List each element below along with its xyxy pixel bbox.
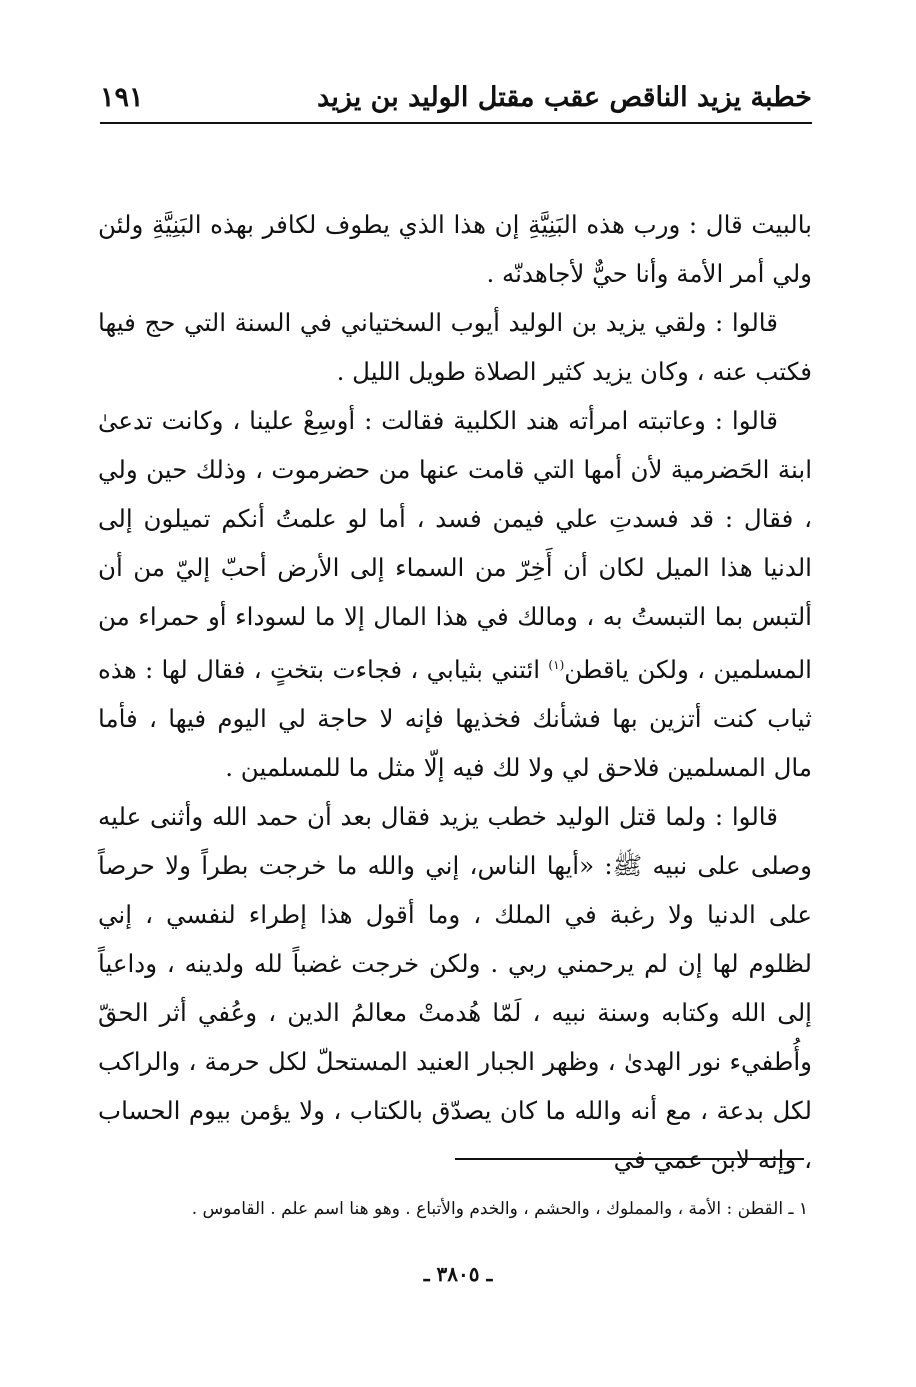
page-folio: ـ ٣٨٠٥ ـ: [423, 1262, 493, 1286]
page-number-top: ١٩١: [100, 82, 144, 113]
footnote-divider: [455, 1158, 804, 1160]
chapter-title: خطبة يزيد الناقص عقب مقتل الوليد بن يزيد: [317, 82, 812, 113]
paragraph-2: قالوا : ولقي يزيد بن الوليد أيوب السختياني في السنة التي حج فيها فكتب عنه ، وكان يزيد كثير الصلاة طويل الليل .: [98, 308, 812, 386]
paragraph-4: قالوا : ولما قتل الوليد خطب يزيد فقال بعد أن حمد الله وأثنى عليه وصلى على نبيه ﷺ: «أيها الناس، إني والله ما خرجت بطراً ولا حرصاً على الدنيا ولا رغبة في الملك ، وما أقول هذا إطراء لنفسي ، إني لظلوم لها إن لم يرحمني ربي . ولكن خرجت غضباً لله ولدينه ، وداعياً إلى الله وكتابه وسنة نبيه ، لَمّا هُدمتْ معالمُ الدين ، وعُفي أثر الحقّ وأُطفيء نور الهدىٰ ، وظهر الجبار العنيد المستحلّ لكل حرمة ، والراكب لكل بدعة ، مع أنه والله ما كان يصدّق بالكتاب ، ولا يؤمن بيوم الحساب ، وإنه لابن عمي في: [98, 802, 812, 1175]
running-header: [100, 78, 812, 122]
main-text: [98, 200, 812, 1184]
header-divider: [100, 122, 812, 124]
paragraph-3-start: قالوا : وعاتبته امرأته هند الكلبية فقالت : أوسِعْ علينا ، وكانت تدعىٰ ابنة الحَضرمية لأن أمها التي قامت عنها من حضرموت ، وذلك حين ولي ، فقال : قد فسدتِ علي فيمن فسد ، أما لو علمتُ أنكم تميلون إلى الدنيا هذا الميل لكان أن أَخِرّ من السماء إلى الأرض أحبّ إليّ من أن ألتبس بما التبستُ به ، ومالك في هذا المال إلا ما لسوداء أو حمراء من المسلمين ، ولكن ياقطن: [98, 406, 812, 685]
paragraph-3-rest: ائتني بثيابي ، فجاءت بتختٍ ، فقال لها : هذه ثياب كنت أتزين بها فشأنك فخذيها فإنه لا حاجة لي اليوم فيها ، فأما مال المسلمين فلاحق لي ولا لك فيه إلّا مثل ما للمسلمين .: [98, 655, 812, 783]
paragraph-1: بالبيت قال : ورب هذه البَنِيَّةِ إن هذا الذي يطوف لكافر بهذه البَنِيَّةِ ولئن ولي أمر الأمة وأنا حيٌّ لأجاهدنّه .: [98, 210, 812, 288]
footnote-reference: (١): [548, 658, 565, 672]
footnote-text: ١ ـ القطن : الأمة ، والمملوك ، والحشم ، والخدم والأتباع . وهو هنا اسم علم . القاموس .: [191, 1199, 808, 1219]
paragraph-3: [98, 396, 812, 792]
